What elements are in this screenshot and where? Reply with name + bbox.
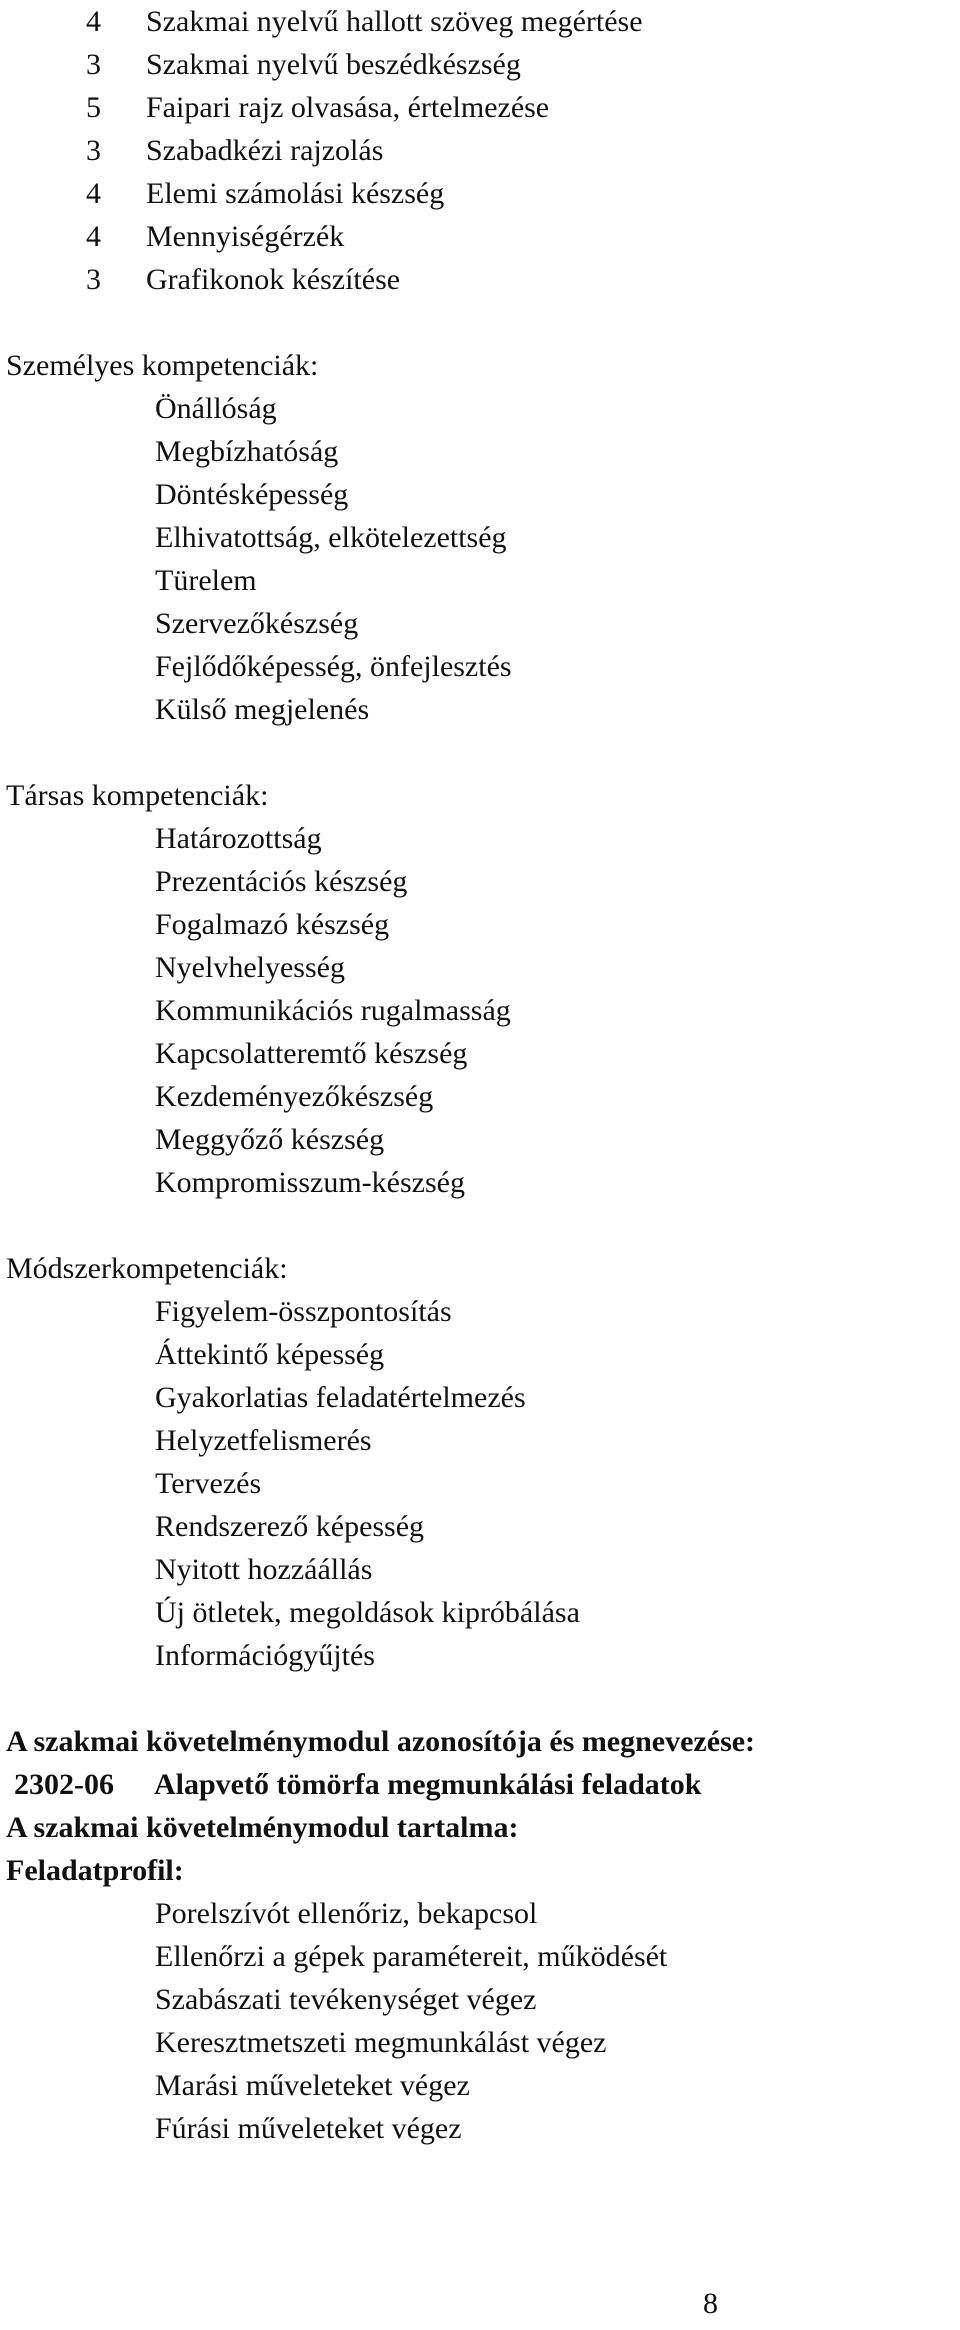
skill-label: Szabadkézi rajzolás xyxy=(146,134,384,167)
list-item: Fejlődőképesség, önfejlesztés xyxy=(155,650,512,683)
module-name: Alapvető tömörfa megmunkálási feladatok xyxy=(154,1768,702,1801)
skill-level: 4 xyxy=(86,5,101,38)
skill-label: Faipari rajz olvasása, értelmezése xyxy=(146,91,550,124)
skill-label: Mennyiségérzék xyxy=(146,220,345,253)
section-heading: Módszerkompetenciák: xyxy=(6,1252,288,1285)
section-heading: Társas kompetenciák: xyxy=(6,779,269,812)
list-item: Meggyőző készség xyxy=(155,1123,385,1156)
list-item: Kezdeményezőkészség xyxy=(155,1080,434,1113)
list-item: Határozottság xyxy=(155,822,322,855)
skill-label: Szakmai nyelvű hallott szöveg megértése xyxy=(146,5,643,38)
list-item: Információgyűjtés xyxy=(155,1639,375,1672)
list-item xyxy=(0,258,960,301)
list-item xyxy=(0,215,960,258)
list-item: Türelem xyxy=(155,564,257,597)
list-item: Szabászati tevékenységet végez xyxy=(155,1983,537,2016)
list-item: Ellenőrzi a gépek paramétereit, működését xyxy=(155,1940,668,1973)
list-item: Tervezés xyxy=(155,1467,262,1500)
skill-level: 4 xyxy=(86,220,101,253)
list-item: Fogalmazó készség xyxy=(155,908,390,941)
skill-level: 3 xyxy=(86,134,101,167)
skill-label: Elemi számolási készség xyxy=(146,177,445,210)
list-item: Kompromisszum-készség xyxy=(155,1166,465,1199)
list-item: Helyzetfelismerés xyxy=(155,1424,372,1457)
task-profile-heading: Feladatprofil: xyxy=(6,1854,184,1887)
list-item: Elhivatottság, elkötelezettség xyxy=(155,521,507,554)
list-item: Fúrási műveleteket végez xyxy=(155,2112,462,2145)
list-item: Kapcsolatteremtő készség xyxy=(155,1037,468,1070)
skill-level: 3 xyxy=(86,263,101,296)
list-item: Nyitott hozzáállás xyxy=(155,1553,373,1586)
list-item xyxy=(0,129,960,172)
list-item: Új ötletek, megoldások kipróbálása xyxy=(155,1596,580,1629)
module-section xyxy=(0,1720,960,2150)
list-item xyxy=(0,86,960,129)
personal-competencies xyxy=(0,344,960,731)
skill-label: Grafikonok készítése xyxy=(146,263,401,296)
list-item: Figyelem-összpontosítás xyxy=(155,1295,452,1328)
module-code: 2302-06 xyxy=(14,1768,114,1801)
skill-label: Szakmai nyelvű beszédkészség xyxy=(146,48,521,81)
list-item: Nyelvhelyesség xyxy=(155,951,345,984)
list-item: Prezentációs készség xyxy=(155,865,408,898)
list-item: Rendszerező képesség xyxy=(155,1510,425,1543)
list-item xyxy=(0,43,960,86)
module-content-heading: A szakmai követelménymodul tartalma: xyxy=(6,1811,519,1844)
list-item: Külső megjelenés xyxy=(155,693,370,726)
skill-level: 5 xyxy=(86,91,101,124)
skill-level: 4 xyxy=(86,177,101,210)
list-item xyxy=(0,172,960,215)
ranked-skills-list xyxy=(0,0,960,301)
skill-level: 3 xyxy=(86,48,101,81)
page-number: 8 xyxy=(703,2287,718,2320)
list-item: Marási műveleteket végez xyxy=(155,2069,470,2102)
section-heading: Személyes kompetenciák: xyxy=(6,349,319,382)
list-item: Megbízhatóság xyxy=(155,435,339,468)
module-id-heading: A szakmai követelménymodul azonosítója és megnevezése: xyxy=(6,1725,756,1758)
list-item xyxy=(0,0,960,43)
list-item: Döntésképesség xyxy=(155,478,349,511)
list-item: Áttekintő képesség xyxy=(155,1338,385,1371)
list-item: Önállóság xyxy=(155,392,277,425)
list-item: Kommunikációs rugalmasság xyxy=(155,994,511,1027)
module-code-line xyxy=(0,1763,960,1806)
social-competencies xyxy=(0,774,960,1204)
method-competencies xyxy=(0,1247,960,1677)
list-item: Gyakorlatias feladatértelmezés xyxy=(155,1381,526,1414)
list-item: Porelszívót ellenőriz, bekapcsol xyxy=(155,1897,538,1930)
list-item: Szervezőkészség xyxy=(155,607,359,640)
list-item: Keresztmetszeti megmunkálást végez xyxy=(155,2026,607,2059)
